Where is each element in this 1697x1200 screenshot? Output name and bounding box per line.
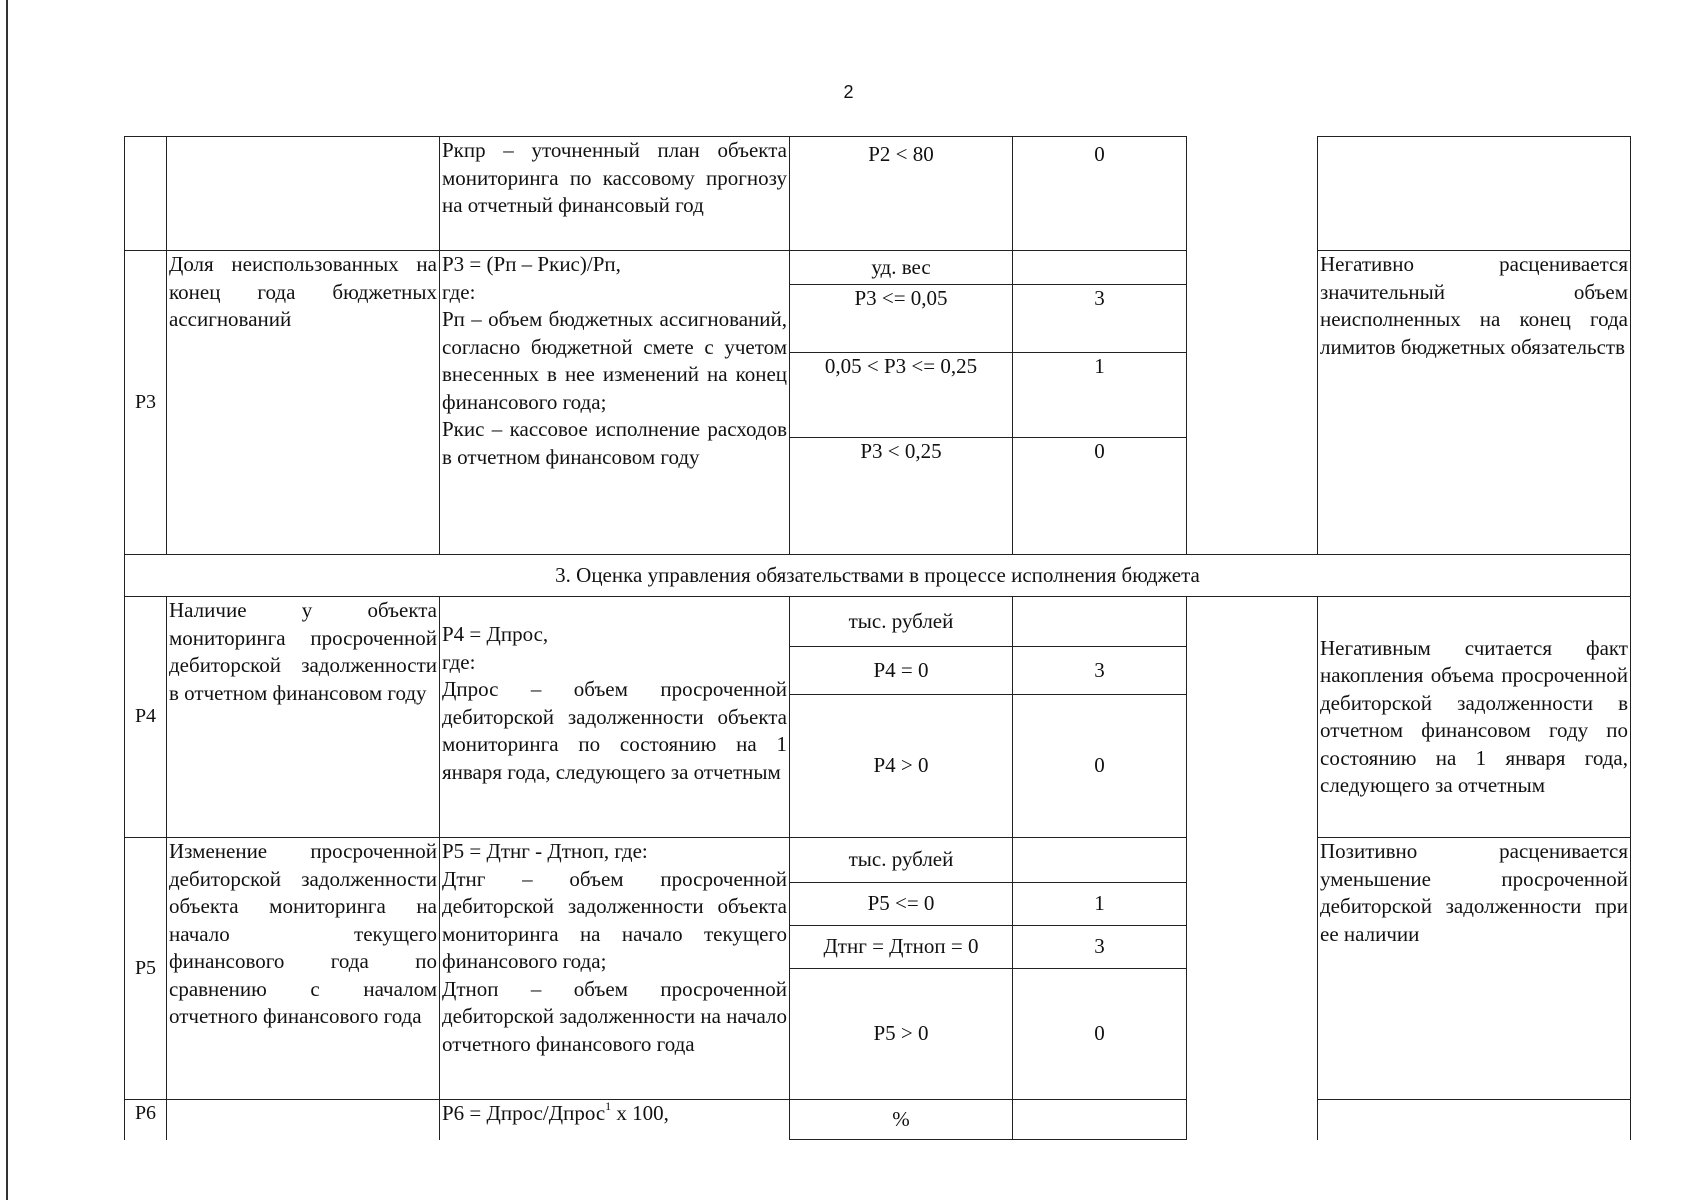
table-row-section3 bbox=[125, 555, 1631, 597]
p3-comment-cell: Негативно расценивается значительный объем неисполненных на конец года лимитов бюджетных обязательств bbox=[1318, 251, 1631, 555]
p4-formula-cell bbox=[440, 597, 790, 838]
p3-score-1: 3 bbox=[1013, 285, 1187, 353]
p4-unit-cell: тыс. рублей bbox=[790, 597, 1013, 647]
p3-unit-cell: уд. вес bbox=[790, 251, 1013, 285]
table-row-p3 bbox=[125, 251, 1631, 285]
p5-score-1: 1 bbox=[1013, 883, 1187, 926]
p4-score-2: 0 bbox=[1013, 695, 1187, 838]
p4-condition-2: Р4 > 0 bbox=[790, 695, 1013, 838]
p4-unit-score-cell bbox=[1013, 597, 1187, 647]
p5-name-cell: Изменение просроченной дебиторской задолженности объекта мониторинга на начало текущего финансового года по сравнению с началом отчетного финансового года bbox=[167, 838, 440, 1100]
p4-formula-def: Дпрос – объем просроченной дебиторской задолженности объекта мониторинга по состоянию на 1 января года, следующего за отчетным bbox=[442, 677, 787, 784]
table-row-p2 bbox=[125, 137, 1631, 251]
p4-formula-where: где: bbox=[442, 649, 476, 674]
p3-condition-1: Р3 <= 0,05 bbox=[790, 285, 1013, 353]
p4-code-cell: Р4 bbox=[125, 597, 167, 838]
p3-formula-where: где: bbox=[442, 279, 476, 304]
criteria-table bbox=[124, 136, 1631, 1140]
page-left-edge bbox=[6, 0, 8, 1200]
p4-gap-cell bbox=[1187, 597, 1318, 838]
table-row-p6 bbox=[125, 1100, 1631, 1140]
p2-comment-cell bbox=[1318, 137, 1631, 251]
p6-formula-cell bbox=[440, 1100, 790, 1140]
p5-score-3: 0 bbox=[1013, 969, 1187, 1100]
p6-gap-cell bbox=[1187, 1100, 1318, 1140]
p3-score-3: 0 bbox=[1013, 438, 1187, 555]
p5-comment-cell: Позитивно расценивается уменьшение просроченной дебиторской задолженности при ее наличии bbox=[1318, 838, 1631, 1100]
p4-condition-1: Р4 = 0 bbox=[790, 647, 1013, 695]
p5-formula-def1: Дтнг – объем просроченной дебиторской задолженности объекта мониторинга на начало текущего финансового года; bbox=[442, 866, 787, 973]
p5-condition-2: Дтнг = Дтноп = 0 bbox=[790, 926, 1013, 969]
p3-code-cell: Р3 bbox=[125, 251, 167, 555]
p6-name-cell bbox=[167, 1100, 440, 1140]
p5-formula-def2: Дтноп – объем просроченной дебиторской задолженности на начало отчетного финансового года bbox=[442, 976, 787, 1056]
table-row-p4 bbox=[125, 597, 1631, 647]
p2-formula-cell: Ркпр – уточненный план объекта мониторинга по кассовому прогнозу на отчетный финансовый год bbox=[440, 137, 790, 251]
table-row-p5 bbox=[125, 838, 1631, 883]
p5-gap-cell bbox=[1187, 838, 1318, 1100]
p4-comment-cell: Негативным считается факт накопления объема просроченной дебиторской задолженности в отчетном финансовом году по состоянию на 1 января года, следующего за отчетным bbox=[1318, 597, 1631, 838]
p6-formula-sup: 1 bbox=[605, 1099, 612, 1113]
section3-title: 3. Оценка управления обязательствами в процессе исполнения бюджета bbox=[125, 555, 1631, 597]
p4-name-cell: Наличие у объекта мониторинга просроченной дебиторской задолженности в отчетном финансовом году bbox=[167, 597, 440, 838]
p2-condition-cell: Р2 < 80 bbox=[790, 137, 1013, 251]
p6-formula-b: х 100, bbox=[611, 1101, 669, 1125]
p2-gap-cell bbox=[1187, 137, 1318, 251]
p3-unit-score-cell bbox=[1013, 251, 1187, 285]
p6-comment-cell bbox=[1318, 1100, 1631, 1140]
p2-code-cell bbox=[125, 137, 167, 251]
p3-score-2: 1 bbox=[1013, 353, 1187, 438]
p3-formula-cell bbox=[440, 251, 790, 555]
page-number: 2 bbox=[843, 82, 854, 102]
p5-condition-3: Р5 > 0 bbox=[790, 969, 1013, 1100]
p5-formula-main: Р5 = Дтнг - Дтноп, где: bbox=[442, 839, 648, 863]
p3-condition-3: Р3 < 0,25 bbox=[790, 438, 1013, 555]
p4-score-1: 3 bbox=[1013, 647, 1187, 695]
p2-score-cell: 0 bbox=[1013, 137, 1187, 251]
p3-formula-def2: Ркис – кассовое исполнение расходов в отчетном финансовом году bbox=[442, 417, 787, 469]
p5-unit-cell: тыс. рублей bbox=[790, 838, 1013, 883]
p3-name-cell: Доля неиспользованных на конец года бюджетных ассигнований bbox=[167, 251, 440, 555]
p3-condition-2: 0,05 < Р3 <= 0,25 bbox=[790, 353, 1013, 438]
p2-name-cell bbox=[167, 137, 440, 251]
p5-formula-cell bbox=[440, 838, 790, 1100]
p5-condition-1: Р5 <= 0 bbox=[790, 883, 1013, 926]
p3-gap-cell bbox=[1187, 251, 1318, 555]
p5-code-cell: Р5 bbox=[125, 838, 167, 1100]
p6-unit-cell: % bbox=[790, 1100, 1013, 1140]
p3-formula-main: Р3 = (Рп – Ркис)/Рп, bbox=[442, 252, 621, 276]
p5-score-2: 3 bbox=[1013, 926, 1187, 969]
p4-formula-main: Р4 = Дпрос, bbox=[442, 622, 549, 646]
p6-formula-a: Р6 = Дпрос/Дпрос bbox=[442, 1101, 606, 1125]
p6-code-cell: Р6 bbox=[125, 1100, 167, 1140]
p5-unit-score-cell bbox=[1013, 838, 1187, 883]
p6-unit-score-cell bbox=[1013, 1100, 1187, 1140]
p3-formula-def1: Рп – объем бюджетных ассигнований, согласно бюджетной смете с учетом внесенных в нее изменений на конец финансового года; bbox=[442, 307, 787, 414]
